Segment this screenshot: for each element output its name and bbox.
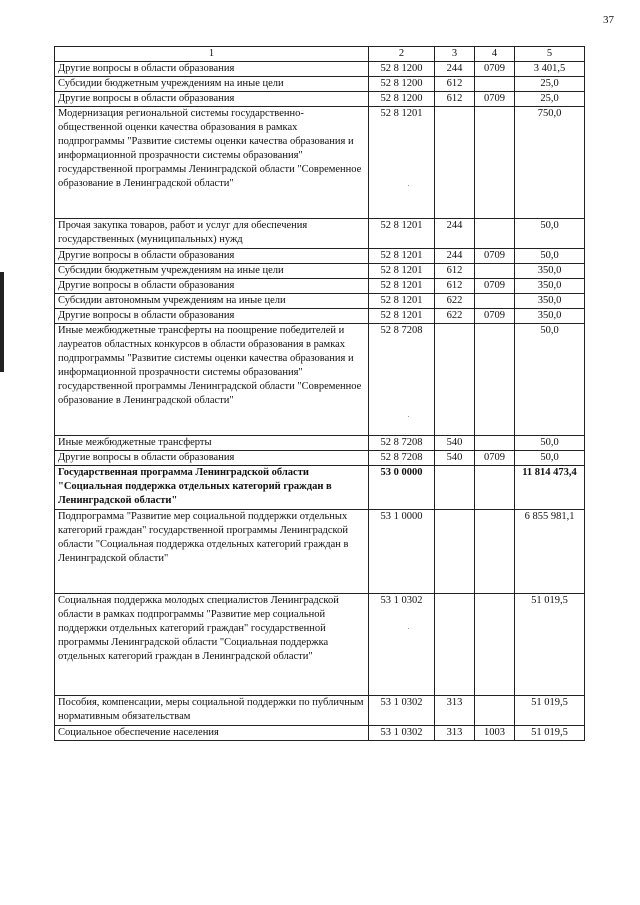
item-name: Иные межбюджетные трансферты xyxy=(55,436,369,451)
target-article-code: 52 8 1201 xyxy=(369,107,435,219)
target-article-code: 52 8 1201 xyxy=(369,294,435,309)
expense-type-code: 313 xyxy=(435,726,475,741)
item-name: Другие вопросы в области образования xyxy=(55,279,369,294)
expense-type-code: 612 xyxy=(435,264,475,279)
section-code: 0709 xyxy=(475,249,515,264)
target-article-code: 53 1 0302 xyxy=(369,726,435,741)
table-row xyxy=(55,510,585,594)
section-code xyxy=(475,219,515,249)
section-code xyxy=(475,466,515,510)
column-number: 1 xyxy=(55,47,369,62)
amount: 25,0 xyxy=(515,77,585,92)
expense-type-code: 244 xyxy=(435,62,475,77)
item-name: Другие вопросы в области образования xyxy=(55,249,369,264)
item-name: Другие вопросы в области образования xyxy=(55,309,369,324)
section-code xyxy=(475,107,515,219)
item-name: Модернизация региональной системы государственно-общественной оценки качества образования в рамках подпрограммы "Развитие системы оценки качества образования и информационной прозрачности системы образования" государственной программы Ленинградской области "Современное образование в Ленинградской области" xyxy=(55,107,369,219)
section-code: 0709 xyxy=(475,309,515,324)
table-row xyxy=(55,451,585,466)
item-name: Пособия, компенсации, меры социальной поддержки по публичным нормативным обязательствам xyxy=(55,696,369,726)
section-code xyxy=(475,264,515,279)
scan-speck xyxy=(408,628,409,629)
expense-type-code: 612 xyxy=(435,92,475,107)
amount: 51 019,5 xyxy=(515,696,585,726)
item-name: Субсидии автономным учреждениям на иные цели xyxy=(55,294,369,309)
item-name: Государственная программа Ленинградской области "Социальная поддержка отдельных категорий граждан в Ленинградской области" xyxy=(55,466,369,510)
scan-speck xyxy=(408,185,409,186)
column-number-row xyxy=(55,47,585,62)
item-name: Социальное обеспечение населения xyxy=(55,726,369,741)
amount: 50,0 xyxy=(515,436,585,451)
table-row xyxy=(55,696,585,726)
amount: 350,0 xyxy=(515,264,585,279)
expense-type-code: 612 xyxy=(435,77,475,92)
section-code: 0709 xyxy=(475,279,515,294)
target-article-code: 52 8 1201 xyxy=(369,264,435,279)
item-name: Другие вопросы в области образования xyxy=(55,451,369,466)
table-row xyxy=(55,294,585,309)
target-article-code: 52 8 1201 xyxy=(369,219,435,249)
item-name: Другие вопросы в области образования xyxy=(55,62,369,77)
budget-table-body xyxy=(55,47,585,741)
expense-type-code: 540 xyxy=(435,436,475,451)
table-row xyxy=(55,107,585,219)
section-code xyxy=(475,510,515,594)
table-row xyxy=(55,264,585,279)
target-article-code: 52 8 7208 xyxy=(369,436,435,451)
table-row xyxy=(55,92,585,107)
expense-type-code: 540 xyxy=(435,451,475,466)
item-name: Прочая закупка товаров, работ и услуг для обеспечения государственных (муниципальных) нужд xyxy=(55,219,369,249)
table-row xyxy=(55,594,585,696)
target-article-code: 52 8 1201 xyxy=(369,309,435,324)
amount: 25,0 xyxy=(515,92,585,107)
section-code xyxy=(475,77,515,92)
expense-type-code xyxy=(435,107,475,219)
section-code xyxy=(475,436,515,451)
amount: 350,0 xyxy=(515,309,585,324)
expense-type-code: 313 xyxy=(435,696,475,726)
amount: 50,0 xyxy=(515,249,585,264)
section-code: 0709 xyxy=(475,62,515,77)
item-name: Другие вопросы в области образования xyxy=(55,92,369,107)
amount: 6 855 981,1 xyxy=(515,510,585,594)
target-article-code: 52 8 7208 xyxy=(369,324,435,436)
table-row xyxy=(55,77,585,92)
item-name: Подпрограмма "Развитие мер социальной поддержки отдельных категорий граждан" государственной программы Ленинградской области "Социальная поддержка отдельных категорий граждан в Ленинградской области" xyxy=(55,510,369,594)
target-article-code: 52 8 1200 xyxy=(369,92,435,107)
table-row xyxy=(55,726,585,741)
target-article-code: 52 8 1200 xyxy=(369,62,435,77)
section-code xyxy=(475,594,515,696)
amount: 51 019,5 xyxy=(515,594,585,696)
expense-type-code: 612 xyxy=(435,279,475,294)
amount: 350,0 xyxy=(515,294,585,309)
item-name: Субсидии бюджетным учреждениям на иные цели xyxy=(55,264,369,279)
target-article-code: 52 8 7208 xyxy=(369,451,435,466)
amount: 11 814 473,4 xyxy=(515,466,585,510)
amount: 3 401,5 xyxy=(515,62,585,77)
table-row xyxy=(55,324,585,436)
expense-type-code xyxy=(435,510,475,594)
section-code xyxy=(475,324,515,436)
table-row xyxy=(55,436,585,451)
target-article-code: 52 8 1200 xyxy=(369,77,435,92)
table-row xyxy=(55,466,585,510)
column-number: 4 xyxy=(475,47,515,62)
expense-type-code: 244 xyxy=(435,249,475,264)
item-name: Социальная поддержка молодых специалистов Ленинградской области в рамках подпрограммы "Развитие мер социальной поддержки отдельных категорий граждан" государственной программы Ленинградской области "Социальная поддержка отдельных категорий граждан в Ленинградской области" xyxy=(55,594,369,696)
scan-edge-mark xyxy=(0,272,4,372)
table-row xyxy=(55,219,585,249)
amount: 50,0 xyxy=(515,451,585,466)
table-row xyxy=(55,279,585,294)
amount: 50,0 xyxy=(515,219,585,249)
section-code: 0709 xyxy=(475,92,515,107)
item-name: Субсидии бюджетным учреждениям на иные цели xyxy=(55,77,369,92)
table-row xyxy=(55,249,585,264)
section-code: 1003 xyxy=(475,726,515,741)
expense-type-code: 622 xyxy=(435,294,475,309)
expense-type-code: 244 xyxy=(435,219,475,249)
section-code xyxy=(475,696,515,726)
target-article-code: 53 0 0000 xyxy=(369,466,435,510)
expense-type-code xyxy=(435,466,475,510)
amount: 350,0 xyxy=(515,279,585,294)
column-number: 2 xyxy=(369,47,435,62)
amount: 50,0 xyxy=(515,324,585,436)
item-name: Иные межбюджетные трансферты на поощрение победителей и лауреатов областных конкурсов в области образования в рамках подпрограммы "Развитие системы оценки качества образования и информационной прозрачности системы образования" государственной программы Ленинградской области "Современное образование в Ленинградской области" xyxy=(55,324,369,436)
target-article-code: 53 1 0302 xyxy=(369,594,435,696)
amount: 750,0 xyxy=(515,107,585,219)
column-number: 3 xyxy=(435,47,475,62)
section-code: 0709 xyxy=(475,451,515,466)
table-row xyxy=(55,62,585,77)
page-number: 37 xyxy=(603,14,614,26)
target-article-code: 52 8 1201 xyxy=(369,249,435,264)
column-number: 5 xyxy=(515,47,585,62)
target-article-code: 53 1 0000 xyxy=(369,510,435,594)
expense-type-code: 622 xyxy=(435,309,475,324)
budget-table xyxy=(54,46,585,741)
target-article-code: 53 1 0302 xyxy=(369,696,435,726)
table-row xyxy=(55,309,585,324)
scan-speck xyxy=(408,416,409,417)
amount: 51 019,5 xyxy=(515,726,585,741)
expense-type-code xyxy=(435,324,475,436)
expense-type-code xyxy=(435,594,475,696)
target-article-code: 52 8 1201 xyxy=(369,279,435,294)
section-code xyxy=(475,294,515,309)
